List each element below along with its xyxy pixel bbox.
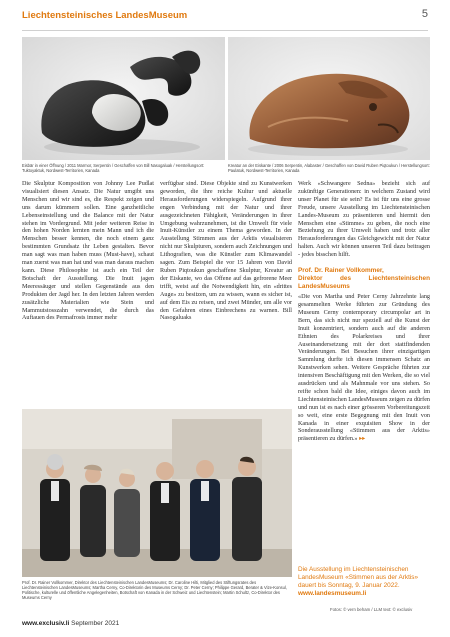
exhibition-promo [298, 566, 430, 598]
caption-left-photo: Eisbär in einer Öffnung / 2011 Marmor, Serpentin / Geschaffen von Bill Nasogaluak / Herstellungsort: Tuktoyaktuk, Nordwest-Territorien, Kanada [22, 163, 205, 174]
magazine-section-title: Liechtensteinisches LandesMuseum [22, 10, 188, 21]
footer-site[interactable]: www.exclusiv.li [22, 620, 70, 627]
page-header [22, 8, 428, 31]
article-column-2 [160, 181, 292, 330]
article-paragraph: verfügbar sind. Diese Objekte sind zu Kunstwerken geworden, die ihre reiche Kultur und aktuelle Herausforderungen widerspiegeln. Aufgrund ihrer engen Verbindung mit der Natur und ihrer ausgezeichneten Fähigkeit, Veränderungen in ihrer Umgebung wahrzunehmen, ist die Umwelt für viele Inuit-Künstler zu einem Thema geworden. In der Ausstellung Stimmen aus der Arktis visualisieren nicht nur Skulpturen, sondern auch Zeichnungen und Lithografien, was die Künstler zum Klimawandel sagen. Zum Beispiel die vor 15 Jahren von David Ruben Piqtoukun geschaffene Skulptur, Kreatur an der Eiskante, wo das Offene auf das gefrorene Meer trifft, weist auf die Notwendigkeit hin, ein «drittes Auge» zu besitzen, um zu wissen, wann es sicher ist, auf dem Eis zu reisen, und zwei Münder, um alle vor den Gefahren eines Einbrechens zu warnen. Bill Nasogaluaks [160, 181, 292, 322]
group-photo-caption: Prof. Dr. Rainer Vollkommer, Direktor des Liechtensteinischen LandesMuseums; Dr. Caroline Hilti, Mitglied des Stiftungsrates des Liechtensteinischen LandesMuseums; Martha Cerny, Co-Direktorin des Museums Cerny; Dr. Peter Cerny; Philippe Gerard, Berater & Vize-Konsul, Politische, kulturelle und öffentliche Angelegenheiten, Botschaft von Kanada in der Schweiz und Liechtenstein; Martin Schultz, Co-Direktor des Museums Cerny [22, 580, 287, 601]
end-mark-icon: ▸▸ [359, 436, 366, 443]
page-footer [22, 620, 119, 627]
section-heading-title: Direktor des Liechtensteinischen LandesMuseums [298, 275, 430, 291]
museum-website-link[interactable]: www.landesmuseum.li [298, 590, 367, 597]
page-number: 5 [421, 8, 428, 20]
quote-text: «Die von Martha und Peter Cerny Jahrzehnte lang gesammelten Werke führten zur Gründung des Museum Cerny contemporary circumpolar art in Bern, das sich nicht nur speziell auf die Kunst der Inuit konzentriert, sondern auch auf die anderen Ethnien des Polarkreises und ihrer Auseinandersetzung mit der dort stattfindenden Veränderungen. Bei Besuchen ihrer einzigartigen Sammlung durfte ich diesen immensen Schatz an Kunstwerken sehen. Weitere Gespräche führten zur intensiven Beschäftigung mit den Werken, die so viel ausdrücken und als Mahnmale vor uns stehen. So reifte schon bald die Idee, einiges davon auch im Liechtensteinischen LandesMuseum zeigen zu dürfen und nun ist es nach einer grösseren Vorbereitungszeit so weit, eine erste Begegnung mit den Inuit von Kanada in einer exquisiten Show in der Sonderausstellung «Stimmen aus der Arktis» präsentieren zu dürfen.» [298, 294, 430, 443]
quote-paragraph [298, 294, 430, 444]
caption-right-photo: Kreatur an der Eiskante / 2006 Serpentin, Alabaster / Geschaffen von David Ruben Piqtoukun / Herstellungsort: Paulatuk, Nordwest-Territorien, Kanada [228, 163, 430, 174]
photo-polar-bear-sculpture [22, 37, 225, 160]
article-paragraph: Die Skulptur Komposition von Johnny Lee Pudlat visualisiert diesen Ansatz. Die Natur umgibt uns Menschen und wir sind es, die Respekt zeigen und uns darum kümmern sollen. Eine ganzheitliche Lebenseinstellung und die Balance mit der Natur stehen im Vordergrund. Mit jeder weiteren Reise in den hohen Norden lernten mein Mann und ich die Menschen besser kennen, die noch einem ganz bestimmten Grundsatz ihr Leben gestalten. Bevor man sagt was man haben muss (Must-have), schaut man zuerst was man hat und was man daraus machen kann. Diese Philosophie ist auch ein Teil der Botschaft der Ausstellung. Die Inuit jagen Meeressäuger und stellen Gegenstände aus den Produkten der Jagd her. In den letzten Jahren werden zusätzliche Materialien wie Stein und Mammutstosszahn verwendet, die durch das Auftauen des Permafrosts immer mehr [22, 181, 154, 322]
promo-text: Die Ausstellung im Liechtensteinischen LandesMuseum «Stimmen aus der Arktis» dauert bis Sonntag, 9. Januar 2022. [298, 566, 419, 589]
article-paragraph: Werk «Schwangere Sedna» bezieht sich auf zukünftige Generationen: in welchem Zustand wird unser Planet für sie sein? Es ist für uns eine grosse Freude, unsere Ausstellung im Liechtensteinischen Landes-Museum zu präsentieren und hiermit den Menschen eine «Stimme» zu geben, die noch eine Beziehung zu ihrer Umwelt haben und trotz aller Herausforderungen das Gleichgewicht mit der Natur halten. Auch wir können unseren Teil dazu beitragen - jedes bisschen hilft. [298, 181, 430, 259]
article-column-3 [298, 181, 430, 444]
group-photo [22, 409, 292, 577]
photo-creature-sculpture [228, 37, 430, 160]
photo-credit: Fotos: © vern beham / LLM text: © exclusiv [330, 607, 413, 612]
section-heading-name: Prof. Dr. Rainer Vollkommer, [298, 267, 384, 275]
footer-issue: September 2021 [71, 620, 120, 627]
article-column-1 [22, 181, 154, 330]
